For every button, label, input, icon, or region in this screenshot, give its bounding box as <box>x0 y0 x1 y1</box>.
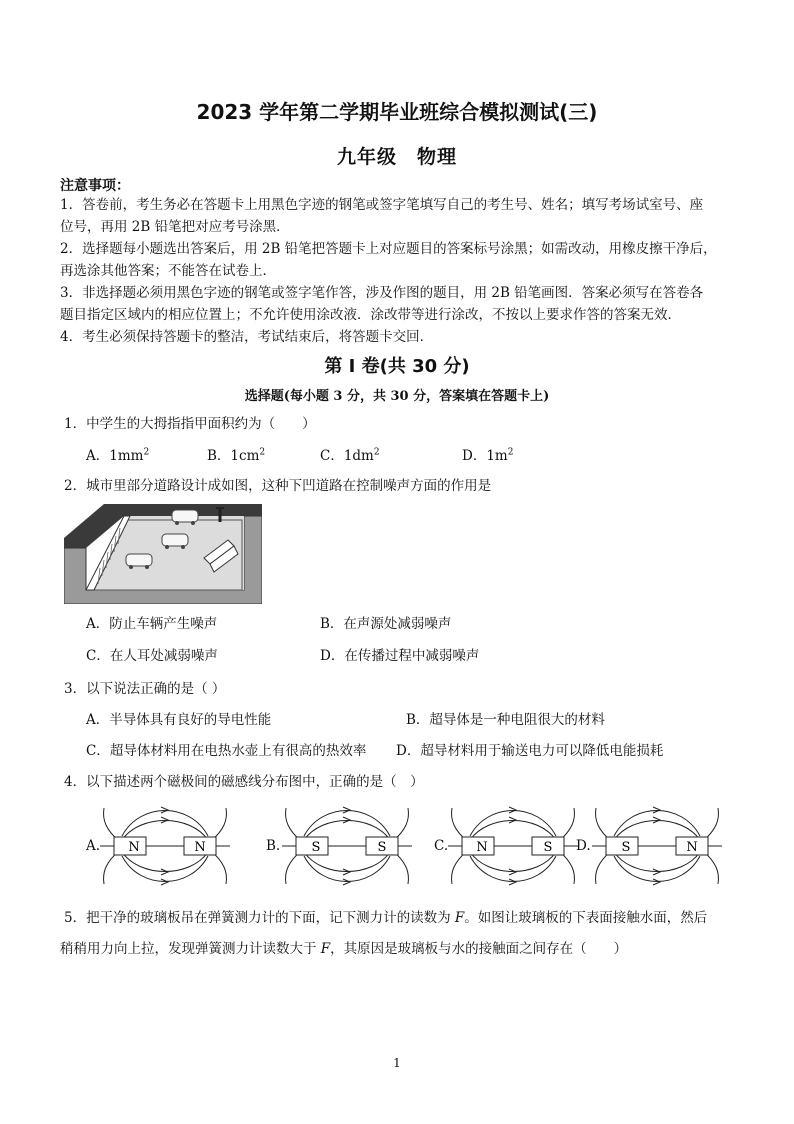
svg-text:N: N <box>686 840 698 855</box>
svg-text:S: S <box>377 840 387 855</box>
sunken-road-illustration <box>64 498 262 604</box>
magnet-field-diagram-c <box>448 800 578 892</box>
svg-text:N: N <box>476 840 488 855</box>
exam-title: 2023 学年第二学期毕业班综合模拟测试(三) <box>196 100 598 124</box>
q2-option-c: C．在人耳处减弱噪声 <box>86 648 218 664</box>
svg-text:S: S <box>621 840 631 855</box>
q1-option-a: A．$1mm^2$ <box>86 447 150 464</box>
notice-line: 1．答卷前，考生务必在答题卡上用黑色字迹的钢笔或签字笔填写自己的考生号、姓名；填写考场试室号、座 <box>60 197 704 213</box>
notice-line: 3．非选择题必须用黑色字迹的钢笔或签字笔作答，涉及作图的题目，用 2B 铅笔画图．答案必须写在答卷各 <box>60 285 704 301</box>
notice-line: 2．选择题每小题选出答案后，用 2B 铅笔把答题卡上对应题目的答案标号涂黑；如需改动，用橡皮擦干净后， <box>60 241 717 257</box>
q1-stem: 1．中学生的大拇指指甲面积约为（ ） <box>64 416 316 432</box>
notice-heading: 注意事项： <box>60 178 130 194</box>
q4-option-d-label: D. <box>576 838 591 854</box>
q3-option-d: D．超导材料用于输送电力可以降低电能损耗 <box>396 743 664 759</box>
q2-option-d: D．在传播过程中减弱噪声 <box>320 648 480 664</box>
q2-option-a: A．防止车辆产生噪声 <box>86 616 218 632</box>
section-title: 第 I 卷(共 30 分) <box>324 356 470 377</box>
force-variable: F <box>320 941 331 957</box>
q3-option-b: B．超导体是一种电阻很大的材料 <box>406 712 605 728</box>
q3-stem: 3．以下说法正确的是（ ） <box>64 681 226 697</box>
q5-line-1: 5．把干净的玻璃板吊在弹簧测力计的下面，记下测力计的读数为 F。如图让玻璃板的下表面接触水面，然后 <box>64 910 708 926</box>
q2-stem: 2．城市里部分道路设计成如图，这种下凹道路在控制噪声方面的作用是 <box>64 478 492 494</box>
q4-stem: 4．以下描述两个磁极间的磁感线分布图中，正确的是（ ） <box>64 774 424 790</box>
svg-text:S: S <box>543 840 553 855</box>
q4-option-a-label: A. <box>86 838 101 854</box>
notice-line: 4．考生必须保持答题卡的整洁，考试结束后，将答题卡交回． <box>60 329 434 345</box>
q1-option-d: D．$1m^2$ <box>462 447 514 464</box>
q1-option-b: B．$1cm^2$ <box>207 447 266 464</box>
svg-text:S: S <box>311 840 321 855</box>
q3-option-c: C．超导体材料用在电热水壶上有很高的热效率 <box>86 743 367 759</box>
magnet-field-diagram-a <box>100 800 230 892</box>
magnet-field-diagram-b <box>282 800 412 892</box>
notice-line: 位号，再用 2B 铅笔把对应考号涂黑． <box>60 219 290 235</box>
q1-option-c: C．$1dm^2$ <box>320 447 380 464</box>
q4-option-b-label: B. <box>266 838 281 854</box>
q5-line-2: 稍稍用力向上拉，发现弹簧测力计读数大于 F，其原因是玻璃板与水的接触面之间存在（ ） <box>60 941 628 957</box>
exam-subtitle: 九年级 物理 <box>336 146 457 168</box>
q3-option-a: A．半导体具有良好的导电性能 <box>86 712 272 728</box>
q2-option-b: B．在声源处减弱噪声 <box>320 616 452 632</box>
force-variable: F <box>454 910 465 926</box>
section-instruction: 选择题(每小题 3 分，共 30 分，答案填在答题卡上) <box>244 389 550 404</box>
magnet-field-diagram-d <box>592 800 722 892</box>
notice-line: 再选涂其他答案；不能答在试卷上． <box>60 263 276 279</box>
svg-text:N: N <box>128 840 140 855</box>
page-number: 1 <box>393 1056 401 1070</box>
svg-text:N: N <box>194 840 206 855</box>
q4-option-c-label: C. <box>434 838 449 854</box>
notice-line: 题目指定区域内的相应位置上；不允许使用涂改液．涂改带等进行涂改，不按以上要求作答的答案无效． <box>60 307 681 323</box>
